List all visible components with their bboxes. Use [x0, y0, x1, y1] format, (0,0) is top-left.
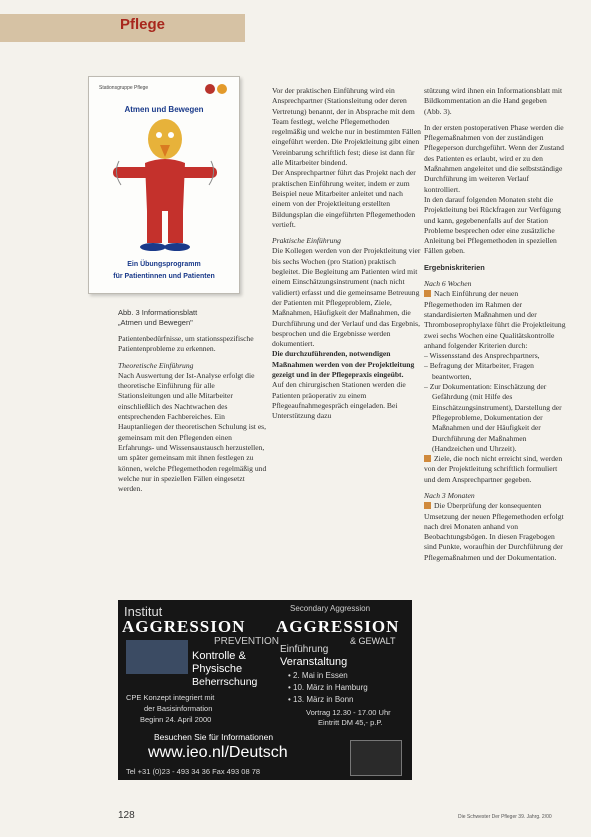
journal-footer: Die Schwester Der Pfleger 39. Jahrg. 2/00: [458, 814, 552, 820]
ad-url: www.ieo.nl/Deutsch: [148, 744, 288, 761]
ad-institut: Institut: [124, 604, 163, 619]
bullet-square-icon: [424, 455, 431, 462]
ad-physische: Physische: [192, 663, 243, 675]
ad-beginn: Beginn 24. April 2000: [140, 715, 212, 724]
ad-visit-text: Besuchen Sie für Informationen: [154, 732, 274, 742]
ad-date-2: • 10. März in Hamburg: [288, 683, 368, 692]
ad-gewalt: & GEWALT: [350, 636, 396, 646]
page-number: 128: [118, 810, 135, 821]
ad-beherrschung: Beherrschung: [192, 676, 258, 688]
ad-photo: [126, 640, 188, 674]
text-column-3: [424, 86, 566, 822]
figure-caption-2: „Atmen und Bewegen": [118, 318, 193, 327]
advertisement: [118, 600, 412, 780]
heading-results: Ergebniskriterien: [424, 262, 485, 272]
ad-aggression-right: AGGRESSION: [276, 617, 400, 636]
paragraph: Vor der praktischen Einführung wird ein Ansprechpartner (Stationsleitung oder deren Vertretung) benannt, der in Absprache mit dem Team festlegt, welche Pflegemethoden regelmäßig und welche nur in bestimmten Fällen eingeführt werden. Die Projektleitung gibt einen Vereinbarung schriftlich fest; diese ist dann für alle Mitarbeiter bindend.: [272, 86, 421, 168]
brochure-title: Atmen und Bewegen: [124, 105, 204, 114]
ad-aggression-left: AGGRESSION: [122, 617, 246, 636]
text-column-2: [272, 86, 422, 598]
paragraph: In der ersten postoperativen Phase werden die Pflegemaßnahmen von der zuständigen Pflegeperson durchgeführt. Wenn der Zustand des Patienten es erlaubt, wird er zu den Maßnahmen angeleitet und die selbstständige Durchführung im weiteren Verlauf kontrolliert.: [424, 122, 564, 194]
ad-einfuehrung: Einführung: [280, 644, 329, 655]
list-item: – Befragung der Mitarbeiter, Fragen beantworten,: [424, 361, 534, 381]
ad-bezug: der Basisinformation: [144, 704, 213, 713]
criteria-list: [424, 351, 566, 454]
paragraph: Patientenbedürfnisse, um stationsspezifische Patientenprobleme zu erkennen.: [118, 334, 254, 354]
ad-secondary: Secondary Aggression: [290, 604, 371, 613]
list-item: – Zur Dokumentation: Einschätzung der Gefährdung (mit Hilfe des Einschätzungsinstrument), Darstellung der Pflegeprobleme, Dokumentation der Maßnahmen und der Häufigkeit der Durchführung der Maßnahmen (Handzeichen und Uhrzeit).: [424, 382, 562, 453]
paragraph: Auf den chirurgischen Stationen werden die Patienten präoperativ zu einem Pflegeaufnahmegespräch eingeladen. Bei Unterstützung dazu: [272, 380, 406, 421]
paragraph: Der Ansprechpartner führt das Projekt nach der praktischen Einführung weiter, indem er zum Beispiel neue Mitarbeiter anleitet und nach einem von der Projektleitung erstellten Bildungsplan die eingeführten Pflegemethoden vertieft.: [272, 168, 416, 229]
ad-prevention: PREVENTION: [214, 636, 280, 647]
paragraph: Nach Einführung der neuen Pflegemethoden im Rahmen der standardisierten Maßnahmen und der Thromboseprophylaxe führt die Projektleitung zwei sechs Wochen eine Qualitätskontrolle anhand folgender Kriterien durch:: [424, 289, 566, 350]
figure-caption-1: Abb. 3 Informationsblatt: [118, 308, 198, 317]
paragraph-bold: Die durchzuführenden, notwendigen Maßnahmen werden von der Projektleitung gezeigt und in der Pflegepraxis eingeübt.: [272, 349, 415, 380]
paragraph: Nach Auswertung der Ist-Analyse erfolgt die theoretische Einführung für alle Stationsleitungen und alle Mitarbeiter einschließlich des Nachtwachen des entsprechenden Fachbereiches. Ein Hauptanliegen der theoretischen Schulung ist es, gemeinsam mit den Pflegenden einen Erfahrungs- und Wissensaustausch herzustellen, um später gemeinsam mit ihnen festlegen zu können, welche Pflegemethoden regelmäßig und welche nur in speziellen Fällen eingesetzt werden.: [118, 370, 267, 494]
ad-entry: Eintritt DM 45,- p.P.: [318, 718, 383, 727]
cartoon-bird-figure: [109, 115, 221, 253]
subheading: Theoretische Einführung: [118, 360, 194, 370]
ad-cpe: CPE Konzept integriert mit: [126, 693, 215, 702]
brochure-subtitle-1: Ein Übungsprogramm: [127, 261, 201, 268]
paragraph: stützung wird ihnen ein Informationsblatt mit Bildkommentation an die Hand gegeben (Abb. 3).: [424, 86, 563, 116]
ad-kontrolle: Kontrolle &: [192, 650, 246, 662]
ad-date-3: • 13. März in Bonn: [288, 695, 354, 704]
ad-phone: Tel +31 (0)23 - 493 34 36 Fax 493 08 78: [126, 767, 261, 776]
ad-date-1: • 2. Mai in Essen: [288, 671, 348, 680]
bullet-square-icon: [424, 502, 431, 509]
list-item: – Wissensstand des Ansprechpartners,: [424, 351, 540, 361]
paragraph: Die Kollegen werden von der Projektleitung vier bis sechs Wochen (pro Station) praktisch begleitet. Die Begleitung am Patienten wird mit einem Einschätzungsinstrument (nach nicht validiert) erfasst und die gemeinsame Betreuung der Patienten mit Pflegeproblem, Ziele, Maßnahmen, Häufigkeit der Maßnahmen, die Durchführung und der Verlauf und das Ergebnis, besprochen und die Ergebnisse werden dokumentiert.: [272, 246, 421, 349]
paragraph: In den darauf folgenden Monaten steht die Projektleitung bei Rückfragen zur Verfügung und kann, gegebenenfalls auf der Station Probleme besprechen oder eine zusätzliche Anleitung bei Pflegemethoden in speziellen Fällen geben.: [424, 194, 561, 256]
subheading: Praktische Einführung: [272, 236, 341, 246]
brochure-image: [88, 76, 240, 294]
subheading: Nach 3 Monaten: [424, 490, 475, 500]
text-column-1: [118, 334, 268, 596]
ad-logo-icon: [350, 740, 402, 776]
section-title: Pflege: [120, 16, 166, 33]
brochure-subtitle-2: für Patientinnen und Patienten: [113, 273, 215, 280]
bullet-square-icon: [424, 290, 431, 297]
subheading: Nach 6 Wochen: [424, 279, 472, 289]
paragraph: Die Überprüfung der konsequenten Umsetzung der neuen Pflegemethoden erfolgt nach drei Monaten anhand von Beobachtungsbögen. In diesen Fragebogen sind Punkte, woraufhin der Durchführung der Pflegemaßnahmen und der Dokumentation.: [424, 501, 564, 562]
brochure-logos: [203, 83, 231, 95]
paragraph: Ziele, die noch nicht erreicht sind, werden von der Projektleitung schriftlich formuliert und dem Ansprechpartner gegeben.: [424, 454, 563, 484]
ad-time: Vortrag 12.30 - 17.00 Uhr: [306, 708, 391, 717]
ad-veranstaltung: Veranstaltung: [280, 656, 348, 668]
brochure-header: Stationsgruppe Pflege: [99, 85, 149, 91]
